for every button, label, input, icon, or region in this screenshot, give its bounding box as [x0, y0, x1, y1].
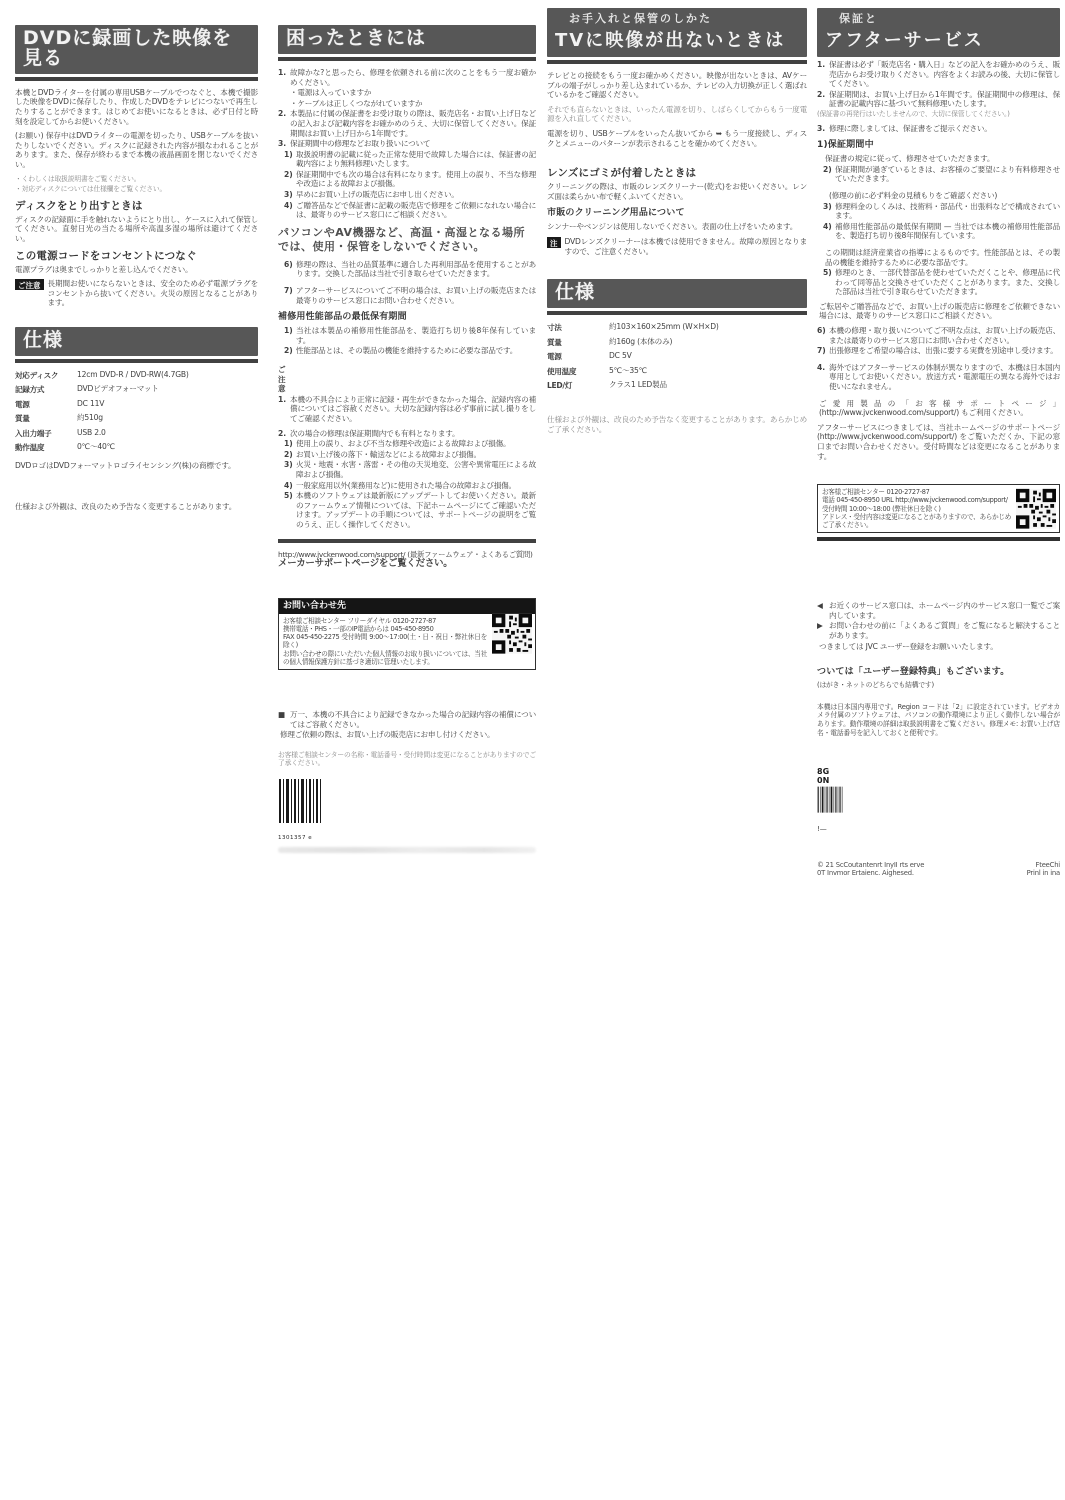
- column-1: [15, 25, 258, 517]
- list-item-text: 修理に際しましては、保証書をご提示ください。: [829, 123, 992, 133]
- spec-row: [15, 370, 258, 381]
- list-item: [278, 346, 536, 356]
- list-item: [278, 260, 536, 279]
- spec-row: [547, 366, 807, 377]
- copyright-right: [1027, 861, 1060, 877]
- divider-rule: [278, 539, 536, 543]
- list-item-text: 保証期間中でも次の場合は有料になります。使用上の誤り、不当な修理や改造による故障および損傷。: [296, 169, 536, 189]
- list-marker: 3): [823, 201, 832, 211]
- paragraph: アフターサービスにつきましては、当社ホームページのサポートページ (http://www.jvckenwood.com/support/) をご覧いただくか、下記の窓口までお問い合わせください。受付時間などは変更になることがあります。: [817, 422, 1060, 461]
- contact-box-line: FAX 045-450-2275 受付時間 9:00〜17:00(土・日・祝日・弊社休日を除く): [283, 633, 487, 650]
- spec-label: 動作温度: [15, 443, 45, 453]
- paragraph: シンナーやベンジンは使用しないでください。表面の仕上げをいためます。: [547, 222, 798, 232]
- list-marker: 1.: [278, 67, 287, 77]
- list-item: [817, 642, 1060, 652]
- spec-row: [15, 442, 258, 453]
- divider-rule: [547, 311, 807, 315]
- list-marker: 2.: [817, 89, 826, 99]
- spec-row: [15, 399, 258, 410]
- spec-value: DC 5V: [609, 351, 632, 361]
- list-item-text: つきましては JVC ユーザー登録をお願いいたします。: [819, 641, 998, 651]
- emphasis-text: パソコンやAV機器など、高温・高湿となる場所では、使用・保管をしないでください。: [278, 225, 526, 253]
- list-item-text: 保証書は必ず「販売店名・購入日」などの記入をお確かめのうえ、販売店からお受け取りください。内容をよくお読みの後、大切に保管してください。: [829, 60, 1060, 89]
- list-item: [278, 201, 536, 220]
- column-2: [278, 25, 536, 859]
- list-item-text: ご愛用製品の「お客様サポートページ」(http://www.jvckenwood.com/support/) もご利用ください。: [819, 398, 1060, 418]
- section-header-title: アフターサービス: [825, 30, 984, 51]
- list-item-text: 本機のソフトウェアは最新版にアップデートしてお使いください。最新のファームウェア情報については、下記ホームページにてご確認いただけます。アップデートの手順については、サポートページの説明をご覧のうえ、正しく操作してください。: [296, 491, 536, 529]
- spec-label: 電源: [547, 352, 562, 362]
- certification-mark-text: 0N: [817, 775, 830, 785]
- list-item: [817, 202, 1060, 221]
- copyright-left: [817, 861, 924, 877]
- list-item: [278, 710, 536, 729]
- list-item: [278, 68, 536, 87]
- list-marker: 7): [817, 346, 826, 356]
- spec-value: 0℃〜40℃: [77, 442, 115, 452]
- section-header-topline: 保証と: [839, 12, 878, 25]
- sub-heading: レンズにゴミが付着したときは: [547, 167, 697, 180]
- list-item: [817, 268, 1060, 297]
- note-text: DVDレンズクリーナーは本機では使用できません。故障の原因となりますので、ご注意ください。: [564, 236, 807, 256]
- list-item-text: 修理のとき、一部代替部品を使わせていただくことや、修理品に代わって同等品と交換させていただくことがあります。また、交換した部品は当社で引き取らせていただきます。: [835, 268, 1060, 297]
- spec-row: [547, 380, 807, 391]
- list-item: [278, 88, 536, 98]
- list-marker: 4): [284, 480, 293, 490]
- spec-value: クラス1 LED製品: [609, 380, 667, 390]
- spacer: [15, 317, 258, 327]
- note-label: 注: [547, 237, 561, 248]
- spec-row: [15, 413, 258, 424]
- list-marker: 1): [284, 439, 293, 449]
- note-row: [15, 279, 258, 313]
- list-item-text: 出張修理をご希望の場合は、出張に要する実費を別途申し受けます。: [829, 346, 1058, 356]
- spec-row: [15, 384, 258, 395]
- list-marker: 3): [284, 190, 293, 200]
- spacer: [817, 466, 1060, 484]
- list-marker: 2): [284, 169, 293, 179]
- list-marker: 3.: [278, 139, 287, 149]
- spacer: [817, 695, 1060, 703]
- certification-mark-text: 8G: [817, 767, 830, 777]
- list-marker: 2): [284, 346, 293, 356]
- sub-heading: ついては「ユーザー登録特典」もございます。: [817, 667, 1010, 678]
- spec-row: [547, 351, 807, 362]
- list-marker: 2.: [278, 428, 287, 438]
- section-header: [547, 8, 807, 57]
- contact-box-line: 受付時間 10:00〜18:00 (弊社休日を除く): [822, 504, 941, 513]
- list-item-text: 保証期間中の修理などお取り扱いについて: [290, 139, 431, 149]
- spec-label: 質量: [547, 337, 562, 347]
- spacer: [817, 549, 1060, 601]
- column-4: [817, 8, 1060, 877]
- list-item: [817, 601, 1060, 620]
- spec-table: [15, 370, 258, 454]
- list-item: [278, 481, 536, 491]
- contact-box-line: 電話 045-450-8950 URL http://www.jvckenwood.com/support/: [822, 496, 1008, 505]
- qr-code: [492, 614, 532, 654]
- list-item: [817, 302, 1060, 321]
- spec-value: 5℃〜35℃: [609, 365, 647, 375]
- spacer: [817, 652, 1060, 660]
- qr-code: [1016, 488, 1056, 528]
- certification-barcode: [817, 785, 857, 823]
- paragraph: 本機は日本国内専用です。Region コードは「2」に設定されています。ビデオカメラ付属のソフトウェアは、パソコンの動作環境により正しく動作しない場合があります。動作環境の詳細は取扱説明書をご覧ください。修理メモ: お買い上げ店名・電話番号を記入しておくと便利です。: [817, 702, 1060, 737]
- list-item-text: 早めにお買い上げの販売店にお申し出ください。: [296, 190, 459, 200]
- list-marker: 1.: [278, 394, 287, 404]
- spec-row: [15, 428, 258, 439]
- list-marker: 1.: [817, 60, 826, 69]
- qr-code: [1016, 488, 1056, 532]
- contact-box-line: 携帯電話・PHS・一部のIP電話からは 045-450-8950: [283, 625, 434, 634]
- list-item: [278, 730, 536, 740]
- list-item: [817, 399, 1060, 418]
- list-item: [278, 365, 536, 394]
- list-item-text: 次の場合の修理は保証期間内でも有料となります。: [290, 428, 460, 438]
- list-item-text: 修理料金のしくみは、技術料・部品代・出張料などで構成されています。: [835, 201, 1060, 221]
- section-header: [817, 8, 1060, 57]
- list-item: [278, 450, 536, 460]
- barcode: [278, 779, 322, 831]
- qr-code: [492, 614, 532, 658]
- list-item-text: 保証期間が過ぎているときは、お客様のご要望により有料修理させていただきます。: [835, 164, 1060, 184]
- list-item: [278, 429, 536, 439]
- list-item-text: 本製品に付属の保証書をお受け取りの際は、販売店名・お買い上げ日などの記入および記載内容をお確かめのうえ、大切に保管してください。保証期間はお買い上げ日から1年間です。: [290, 109, 536, 138]
- paragraph: ・対応ディスクについては仕様欄をご覧ください。: [15, 185, 167, 194]
- list-item: [278, 491, 536, 529]
- list-item-text: 故障かな?と思ったら、修理を依頼される前に次のことをもう一度お確かめください。: [290, 67, 536, 87]
- section-header: DVDに録画した映像を見る: [15, 25, 258, 74]
- spec-value: 12cm DVD-R / DVD-RW(4.7GB): [77, 369, 189, 379]
- list-item: [278, 139, 536, 149]
- list-marker: 3): [284, 460, 293, 470]
- spec-label: 使用温度: [547, 366, 577, 376]
- paragraph: 本機とDVDライターを付属の専用USBケーブルでつなぐと、本機で撮影した映像をDVDに保存したり、作成したDVDをテレビにつないで再生したりすることができます。はじめてお使いになるときは、必ず日付と時刻を設定してからお使いください。: [15, 87, 258, 126]
- scan-smudge: [278, 847, 536, 853]
- list-item: [817, 621, 1060, 640]
- divider-rule: [278, 57, 536, 61]
- list-marker: 6): [284, 259, 293, 269]
- spec-value: 約103×160×25mm (W×H×D): [609, 322, 719, 332]
- paragraph: ・くわしくは取扱説明書をご覧ください。: [15, 174, 141, 183]
- list-marker: 4): [823, 221, 832, 231]
- spec-label: 電源: [15, 399, 30, 409]
- list-item-text: お近くのサービス窓口は、ホームページ内のサービス窓口一覧でご案内しています。: [829, 601, 1060, 620]
- divider-rule: [547, 60, 807, 64]
- list-item-text: 取扱説明書の記載に従った正常な使用で故障した場合には、保証書の記載内容により無料修理いたします。: [296, 149, 536, 169]
- section-header-title: TVに映像が出ないときは: [555, 30, 786, 51]
- spec-value: 約160g (本体のみ): [609, 336, 673, 346]
- paragraph: お客様ご相談センターの名称・電話番号・受付時間は変更になることがありますのでご了承ください。: [278, 750, 536, 768]
- paragraph: テレビとの接続をもう一度お確かめください。映像が出ないときは、AVケーブルの端子がしっかり差し込まれているか、テレビの入力切換が正しく選ばれているかをご確認ください。: [547, 71, 807, 100]
- spacer: [547, 265, 807, 279]
- spacer: [547, 153, 807, 161]
- spec-label: 質量: [15, 414, 30, 424]
- list-marker: ■: [278, 710, 286, 720]
- list-marker: 4.: [817, 362, 826, 372]
- paragraph: (保証書の再発行はいたしませんので、大切に保管してください。): [817, 109, 1010, 118]
- spec-label: LED/灯: [547, 381, 573, 391]
- contact-box: [817, 484, 1060, 533]
- sub-heading: 市販のクリーニング用品について: [547, 208, 685, 219]
- list-item-text: ・ケーブルは正しくつながれていますか: [290, 98, 423, 108]
- list-item: [278, 190, 536, 200]
- list-marker: 5): [823, 268, 832, 278]
- list-item: [817, 60, 1060, 89]
- spec-value: 約510g: [77, 413, 103, 423]
- list-item-text: アフターサービスについてご不明の場合は、お買い上げの販売店または最寄りのサービス窓口にお問い合わせください。: [296, 286, 536, 305]
- spacer: [15, 476, 258, 502]
- list-item-text: 当社は本製品の補修用性能部品を、製造打ち切り後8年保有しています。: [296, 326, 536, 345]
- section-header-topline: お手入れと保管のしかた: [569, 12, 712, 25]
- list-item-text: 海外ではアフターサービスの体制が異なりますので、本機は日本国内専用としてお使いください。放送方式・電源電圧の異なる海外ではお使いになれません。: [829, 362, 1060, 392]
- list-item-text: 性能部品とは、その製品の機能を維持するために必要な部品です。: [296, 346, 518, 356]
- list-item-text: ご転居やご贈答品などで、お買い上げの販売店に修理をご依頼できない場合には、最寄りのサービス窓口にご相談ください。: [819, 301, 1060, 321]
- note-row: [547, 237, 807, 261]
- divider-rule: [15, 359, 258, 363]
- list-item-text: (修理の前に必ず料金の見積もりをご確認ください): [829, 190, 998, 200]
- list-item: [278, 150, 536, 169]
- spec-table: [547, 322, 807, 391]
- contact-box-header: お問い合わせ先: [279, 599, 535, 614]
- list-item: [278, 395, 536, 424]
- list-marker: 5): [284, 491, 293, 501]
- support-url-emphasis: メーカーサポートページをご覧ください。: [278, 557, 453, 569]
- contact-box-line: お問い合わせの際にいただいた個人情報のお取り扱いについては、当社の個人情報保護方針に基づき適切に管理いたします。: [283, 649, 487, 666]
- barcode-caption: 1301357 e: [278, 835, 313, 841]
- note-text: 長期間お使いにならないときは、安全のため必ず電源プラグをコンセントから抜いてください。火災の原因となることがあります。: [47, 279, 258, 308]
- spec-row: [547, 337, 807, 348]
- spacer: [278, 741, 536, 751]
- paragraph: ディスクの記録面に手を触れないようにとり出し、ケースに入れて保管してください。直射日光の当たる場所や高温多湿の場所は避けてください。: [15, 214, 259, 243]
- list-item-text: この期間は経済産業省の指導によるものです。性能部品とは、その製品の機能を維持するために必要な部品です。: [825, 247, 1060, 267]
- list-marker: ◀: [817, 601, 823, 611]
- note-label: ご注意: [15, 279, 44, 290]
- copyright-text: FteeChi: [1035, 861, 1060, 870]
- list-marker: 2): [284, 449, 293, 459]
- list-marker: 6): [817, 326, 826, 336]
- divider-rule: [15, 77, 258, 81]
- list-item: [817, 90, 1060, 109]
- list-item-text: 万一、本機の不具合により記録できなかった場合の記録内容の補償についてはご容赦ください。: [290, 710, 536, 729]
- spacer: [817, 742, 1060, 768]
- list-item: [278, 109, 536, 138]
- spec-row: [547, 322, 807, 333]
- spec-label: 対応ディスク: [15, 370, 59, 380]
- contact-box-line: アドレス・受付内容は変更になることがありますので、あらかじめご了承ください。: [822, 512, 1011, 529]
- list-marker: 7): [284, 286, 293, 296]
- spec-value: USB 2.0: [77, 427, 106, 437]
- section-header: 困ったときには: [278, 25, 536, 54]
- paragraph: 仕様および外観は、改良のため予告なく変更することがあります。あらかじめご了承ください。: [547, 415, 807, 434]
- paragraph: 電源プラグは奥までしっかりと差し込んでください。: [15, 264, 193, 274]
- list-marker: 1): [284, 326, 293, 336]
- copyright-line: [817, 861, 1060, 877]
- support-url-line: http://www.jvckenwood.com/support/ (最新ファームウェア・よくあるご質問): [278, 549, 533, 559]
- list-marker: 2): [823, 164, 832, 174]
- sub-heading: ディスクをとり出すときは: [15, 199, 143, 212]
- list-item: [278, 170, 536, 189]
- list-item: [817, 154, 1060, 164]
- copyright-text: 0T Invmor Ertaienc. Aighesed.: [817, 869, 914, 878]
- sub-heading: この電源コードをコンセントにつなぐ: [15, 249, 197, 262]
- list-item-text: 一般家庭用以外(業務用など)に使用された場合の故障および損傷。: [296, 480, 516, 490]
- list-item-text: ご贈答品などで保証書に記載の販売店で修理をご依頼になれない場合には、最寄りのサービス窓口にご相談ください。: [296, 200, 536, 220]
- section-header: 仕様: [15, 327, 258, 356]
- paragraph: (はがき・ネットのどちらでも結構です): [817, 681, 934, 690]
- sub-heading: 1)保証期間中: [817, 140, 874, 151]
- list-item-text: 使用上の誤り、および不当な修理や改造による故障および損傷。: [296, 439, 511, 449]
- spec-value: DC 11V: [77, 398, 105, 408]
- list-marker: ▶: [817, 621, 823, 631]
- list-item: [278, 99, 536, 109]
- list-item-text: お買い上げ後の落下・輸送などによる故障および損傷。: [296, 449, 481, 459]
- spec-label: 記録方式: [15, 385, 45, 395]
- spacer: [278, 357, 536, 365]
- list-item-text: 本機の修理・取り扱いについてご不明な点は、お買い上げの販売店、または最寄りのサービス窓口にお問い合わせください。: [829, 326, 1060, 345]
- list-item-text: 補修用性能部品の最低保有期間 — 当社では本機の補修用性能部品を、製造打ち切り後8年間保有しています。: [835, 221, 1060, 241]
- list-item: [817, 346, 1060, 356]
- contact-box: [278, 598, 536, 670]
- list-marker: 3.: [817, 123, 826, 133]
- list-item: [278, 439, 536, 449]
- list-item-text: 修理の際は、当社の品質基準に適合した再利用部品を使用することがあります。交換した部品は当社で引き取らせていただきます。: [296, 259, 536, 279]
- paragraph: それでも直らないときは、いったん電源を切り、しばらくしてからもう一度電源を入れ直してください。: [547, 104, 807, 124]
- list-marker: 2.: [278, 109, 287, 119]
- spacer: [547, 399, 807, 415]
- divider-rule: [817, 537, 1060, 541]
- paragraph: クリーニングの際は、市販のレンズクリーナー(乾式)をお使いください。レンズ面は柔らかい布で軽くふいてください。: [547, 182, 807, 201]
- list-item: [817, 222, 1060, 241]
- column-3: [547, 8, 807, 439]
- list-marker: 1): [284, 149, 293, 159]
- section-header: 仕様: [547, 279, 807, 308]
- contact-box-line: お客様ご相談センター フリーダイヤル 0120-2727-87: [283, 616, 436, 625]
- list-item: [278, 460, 536, 479]
- paragraph: DVDロゴはDVDフォーマットロゴライセンシング(株)の商標です。: [15, 461, 236, 471]
- certification-mark: [817, 768, 857, 833]
- list-item-text: 保証期間は、お買い上げ日から1年間です。保証期間中の修理は、保証書の記載内容に基づいて無料修理いたします。: [829, 89, 1060, 109]
- list-item: [817, 165, 1060, 184]
- certification-mark-tail: !—: [817, 825, 827, 834]
- list-item-text: ・電源は入っていますか: [290, 88, 372, 98]
- spec-label: 入出力端子: [15, 428, 52, 438]
- support-url: [278, 550, 536, 569]
- barcode: [817, 785, 843, 819]
- list-item-text: 保証書の規定に従って、修理させていただきます。: [825, 154, 995, 164]
- paragraph: (お願い) 保存中はDVDライターの電源を切ったり、USBケーブルを抜いたりしないでください。ディスクに記録された内容が損なわれることがあります。また、保存が終わるまで本機の液晶画面を閉じないでください。: [15, 131, 258, 170]
- spec-value: DVDビデオフォーマット: [77, 384, 159, 394]
- list-item-text: 火災・地震・水害・落雷・その他の天災地変、公害や異常電圧による故障および損傷。: [296, 460, 536, 479]
- list-item: [817, 124, 1060, 134]
- list-marker: 4): [284, 200, 293, 210]
- copyright-text: Prinl in ina: [1026, 869, 1060, 878]
- list-item: [817, 363, 1060, 392]
- spacer: [278, 531, 536, 537]
- list-marker: ご注意: [278, 365, 286, 394]
- list-item: [817, 248, 1060, 267]
- list-item: [278, 326, 536, 345]
- spec-label: 寸法: [547, 323, 562, 333]
- list-item-text: 本機の不具合により正常に記録・再生ができなかった場合、記録内容の補償についてはご容赦ください。大切な記録内容は必ず事前に試し撮りをしてご確認ください。: [290, 394, 536, 423]
- list-item: [817, 191, 1060, 201]
- list-item-text: お問い合わせの前に「よくあるご質問」をご覧になると解決することがあります。: [829, 621, 1060, 640]
- list-item: [817, 326, 1060, 345]
- contact-box-line: お客様ご相談センター 0120-2727-87: [822, 488, 930, 497]
- list-item: [278, 286, 536, 305]
- paragraph: 電源を切り、USBケーブルをいったん抜いてから ➥ もう一度接続し、ディスクとメニューのパターンが表示されることを確かめてください。: [547, 128, 807, 148]
- copyright-text: © 21 ScCoutantenrt InyII rts erve: [817, 861, 925, 870]
- list-item-text: 修理ご依頼の際は、お買い上げの販売店にお申し付けください。: [280, 730, 495, 740]
- barcode-block: [278, 779, 536, 841]
- spacer: [278, 568, 536, 598]
- spacer: [278, 674, 536, 710]
- spacer: [817, 833, 1060, 861]
- paragraph: 仕様および外観は、改良のため予告なく変更することがあります。: [15, 502, 237, 511]
- sub-heading: 補修用性能部品の最低保有期間: [278, 312, 407, 323]
